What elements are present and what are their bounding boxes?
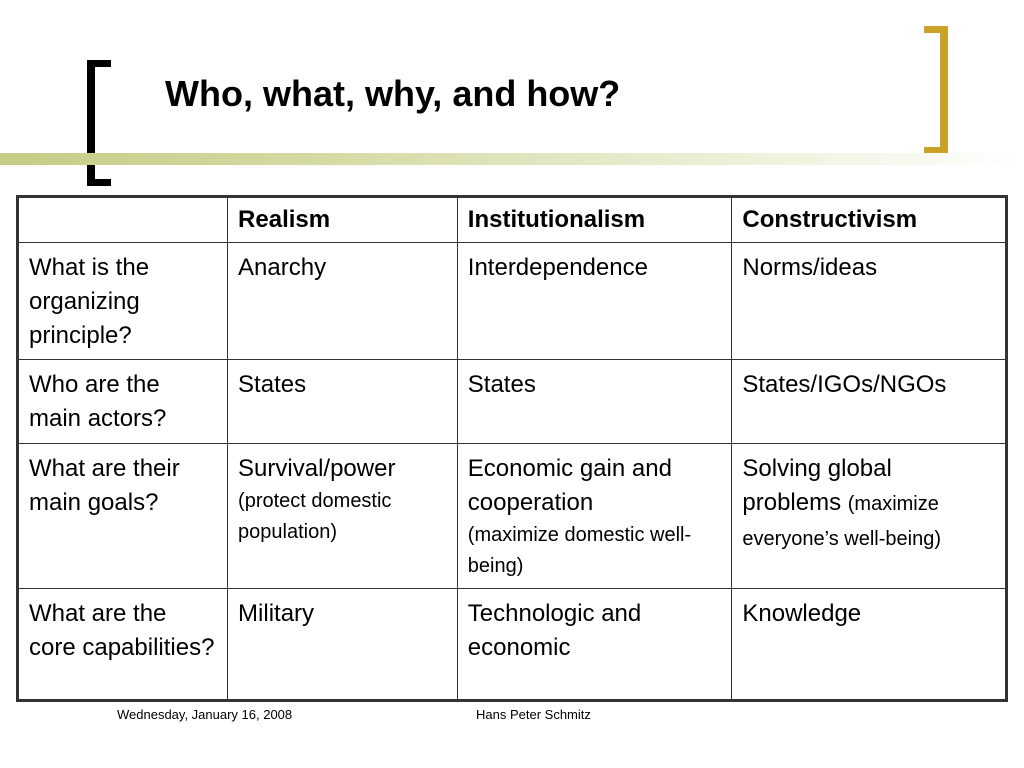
header-empty-cell [18,197,228,243]
table-header-row [18,197,1007,243]
constructivism-goal-note: (maximize everyone’s well-being) [742,493,941,550]
question-cell: What are their main goals? [18,444,228,589]
footer-author: Hans Peter Schmitz [476,707,591,722]
institutionalism-cell: Interdependence [457,243,732,360]
institutionalism-cell: States [457,360,732,444]
header-realism: Realism [228,197,458,243]
realism-cell [228,444,458,589]
title-underline-bar [0,153,1024,165]
realism-cell: Military [228,589,458,701]
question-cell: What are the core capabilities? [18,589,228,701]
constructivism-goal: Solving global problems [742,455,892,516]
table-row [18,589,1007,701]
footer-date: Wednesday, January 16, 2008 [117,707,293,722]
realism-cell: Anarchy [228,243,458,360]
question-cell: What is the organizing principle? [18,243,228,360]
table-row [18,360,1007,444]
table-row [18,243,1007,360]
left-bracket-decoration [87,60,111,186]
theories-comparison-table [16,195,1008,702]
institutionalism-cell: Technologic and economic [457,589,732,701]
institutionalism-goal: Economic gain and cooperation [467,455,672,516]
institutionalism-cell [457,444,732,589]
constructivism-cell [732,444,1007,589]
slide-title: Who, what, why, and how? [165,73,621,114]
realism-goal-note: (protect domestic population) [238,490,392,543]
header-institutionalism: Institutionalism [457,197,732,243]
table-row [18,444,1007,589]
right-bracket-decoration [924,26,948,154]
institutionalism-goal-note: (maximize domestic well-being) [467,524,692,577]
constructivism-cell: Knowledge [732,589,1007,701]
realism-goal: Survival/power [238,455,396,482]
realism-cell: States [228,360,458,444]
constructivism-cell: Norms/ideas [732,243,1007,360]
question-cell: Who are the main actors? [18,360,228,444]
constructivism-cell: States/IGOs/NGOs [732,360,1007,444]
header-constructivism: Constructivism [732,197,1007,243]
